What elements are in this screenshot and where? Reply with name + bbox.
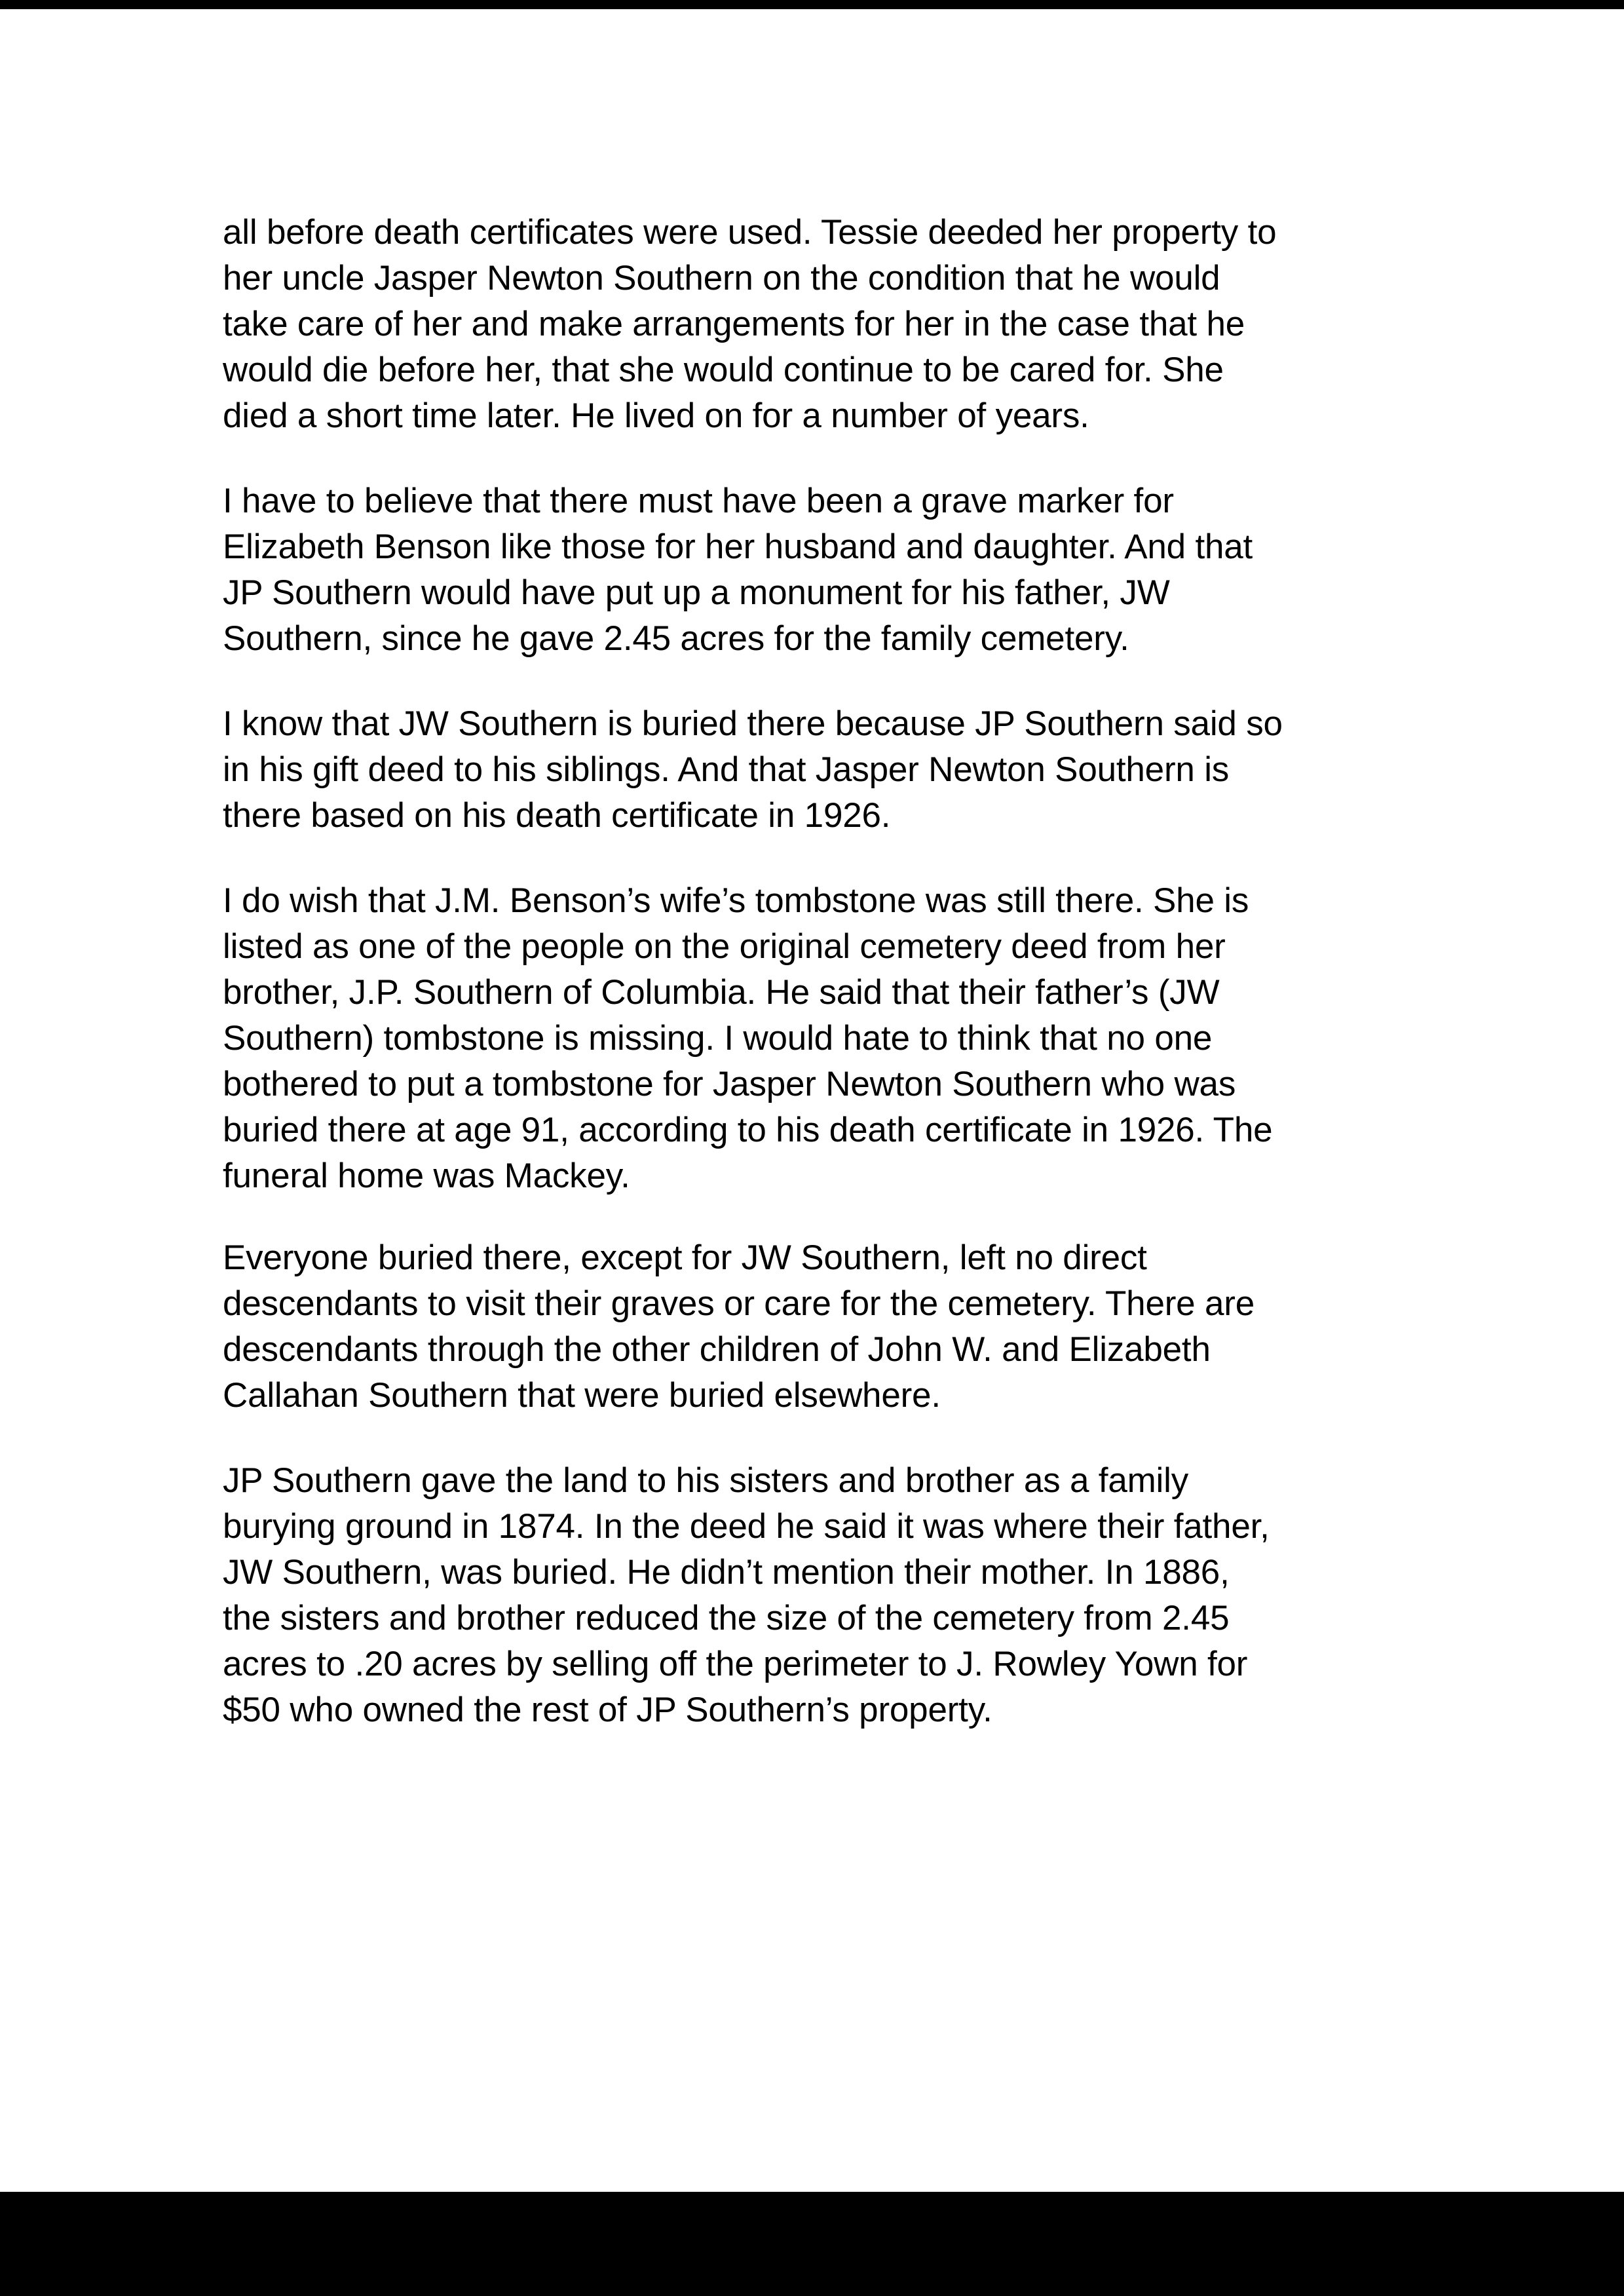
text-line: listed as one of the people on the original cemetery deed from her [223,927,1226,966]
text-line: I have to believe that there must have been a grave marker for [223,482,1174,520]
paragraph-6 [223,1458,1454,1733]
scan-top-edge [0,0,1624,9]
text-line: her uncle Jasper Newton Southern on the condition that he would [223,259,1220,297]
text-line: JP Southern would have put up a monument for his father, JW [223,573,1170,612]
text-line: burying ground in 1874. In the deed he said it was where their father, [223,1507,1270,1546]
text-line: brother, J.P. Southern of Columbia. He said that their father’s (JW [223,973,1220,1012]
paragraph-4 [223,878,1454,1199]
paragraph-3 [223,701,1454,839]
text-line: I know that JW Southern is buried there because JP Southern said so [223,704,1283,743]
text-line: $50 who owned the rest of JP Southern’s property. [223,1691,992,1729]
text-line: Everyone buried there, except for JW Southern, left no direct [223,1238,1147,1277]
text-line: descendants through the other children of John W. and Elizabeth [223,1330,1211,1369]
text-line: Callahan Southern that were buried elsewhere. [223,1376,941,1415]
text-line: Elizabeth Benson like those for her husband and daughter. And that [223,527,1253,566]
text-line: died a short time later. He lived on for a number of years. [223,396,1089,435]
text-line: I do wish that J.M. Benson’s wife’s tombstone was still there. She is [223,881,1249,920]
text-line: take care of her and make arrangements for her in the case that he [223,305,1245,343]
text-line: Southern, since he gave 2.45 acres for the family cemetery. [223,619,1129,658]
text-line: funeral home was Mackey. [223,1157,630,1195]
paragraph-1 [223,210,1454,439]
paragraph-2 [223,478,1454,662]
text-line: descendants to visit their graves or care for the cemetery. There are [223,1284,1255,1323]
text-line: bothered to put a tombstone for Jasper Newton Southern who was [223,1065,1236,1103]
text-line: JP Southern gave the land to his sisters and brother as a family [223,1461,1188,1500]
text-line: there based on his death certificate in 1926. [223,796,891,835]
text-line: the sisters and brother reduced the size of the cemetery from 2.45 [223,1599,1230,1637]
scan-bottom-edge [0,2192,1624,2296]
text-line: would die before her, that she would continue to be cared for. She [223,351,1224,389]
paragraph-5 [223,1235,1454,1419]
text-line: in his gift deed to his siblings. And that Jasper Newton Southern is [223,750,1230,789]
text-line: Southern) tombstone is missing. I would hate to think that no one [223,1019,1213,1058]
text-line: acres to .20 acres by selling off the perimeter to J. Rowley Yown for [223,1645,1248,1683]
text-line: all before death certificates were used. Tessie deeded her property to [223,213,1277,252]
text-line: buried there at age 91, according to his death certificate in 1926. The [223,1111,1273,1149]
text-line: JW Southern, was buried. He didn’t mention their mother. In 1886, [223,1553,1230,1592]
